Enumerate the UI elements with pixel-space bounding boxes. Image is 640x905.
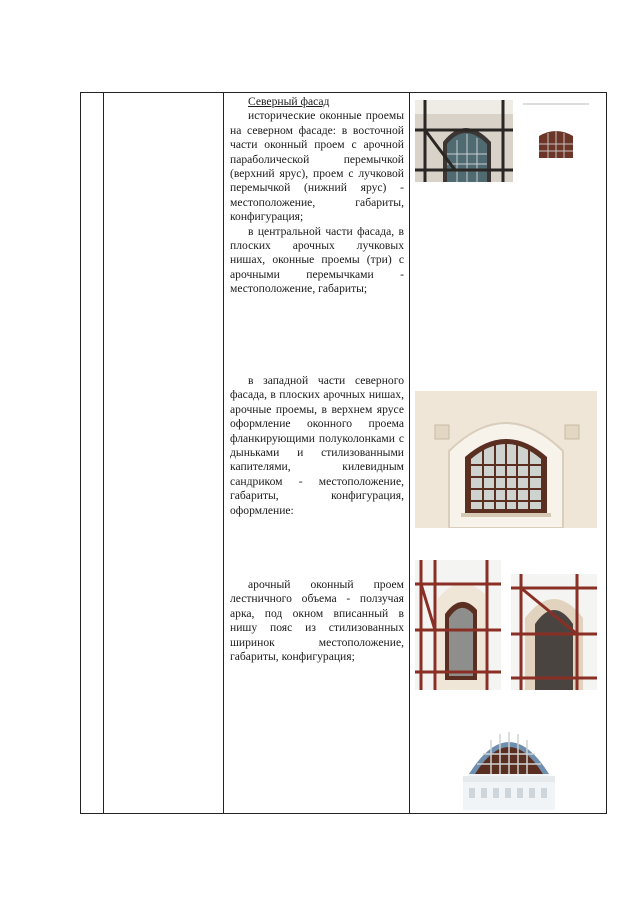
column-border-4 bbox=[409, 92, 410, 814]
description-block-2 bbox=[230, 374, 404, 518]
description-block-3 bbox=[230, 578, 404, 664]
photo-west-window-decorated bbox=[415, 391, 597, 528]
column-border-3 bbox=[223, 92, 224, 814]
table-bottom-border bbox=[80, 813, 607, 814]
photo-east-upper-window-scaffold bbox=[415, 100, 513, 182]
table-top-border bbox=[80, 92, 607, 93]
paragraph-central-windows: в центральной части фасада, в плоских арочных лучковых нишах, оконные проемы (три) с арочными перемычками - местоположение, габариты; bbox=[230, 224, 404, 296]
paragraph-east-windows: исторические оконные проемы на северном фасаде: в восточной части оконный проем с арочной параболической перемычкой (верхний ярус), проем с лучковой перемычкой (нижний ярус) - местоположение, габариты, конфигурация; bbox=[230, 109, 404, 224]
column-border-2 bbox=[103, 92, 104, 814]
column-border-5 bbox=[606, 92, 607, 814]
section-heading: Северный фасад bbox=[248, 95, 330, 108]
photo-arched-window-belt bbox=[463, 712, 555, 810]
paragraph-west-windows: в западной части северного фасада, в плоских арочных нишах, арочные проемы, в верхнем ярусе оформление оконного проема фланкирующими полуколонками с дыньками и стилизованными капителями, килевидным сандриком - местоположение, габариты, конфигурация, оформление: bbox=[230, 374, 404, 517]
photo-stair-window-scaffold-1 bbox=[415, 560, 501, 690]
photo-stair-window-scaffold-2 bbox=[511, 574, 597, 690]
description-block-1 bbox=[230, 95, 404, 297]
photo-east-lower-window bbox=[521, 100, 591, 182]
column-border-1 bbox=[80, 92, 81, 814]
paragraph-stair-window: арочный оконный проем лестничного объема - ползучая арка, под окном вписанный в нишу пояс из стилизованных ширинок местоположение, габариты, конфигурация; bbox=[230, 578, 404, 664]
